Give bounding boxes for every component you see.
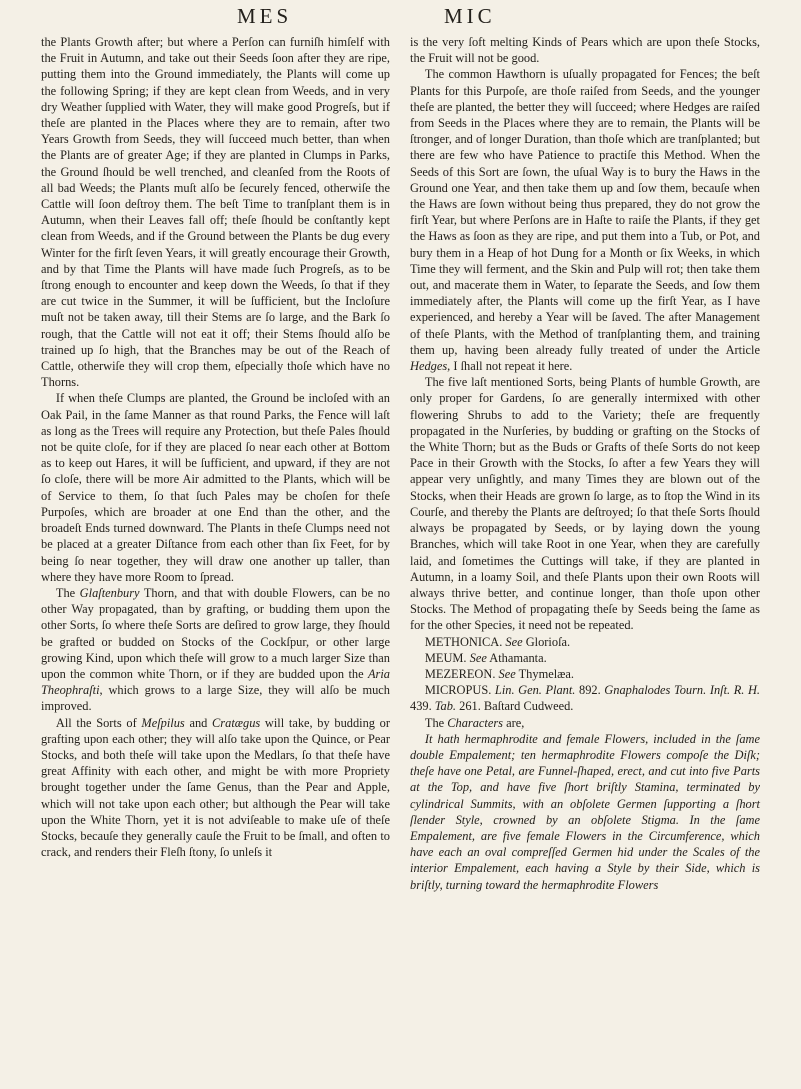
italic-text: Lin. Gen. Plant. (494, 683, 576, 698)
text-run: and (184, 715, 213, 730)
text-run: Athamanta. (486, 650, 547, 665)
running-head (0, 4, 801, 32)
right-column (410, 34, 760, 893)
italic-text: Aria Theophraſti (41, 666, 390, 698)
text-run: The (55, 585, 80, 600)
italic-text: Tab. (434, 699, 457, 714)
text-run: The (424, 715, 448, 730)
running-head-right: MIC (444, 4, 496, 28)
italic-text: See (505, 634, 523, 649)
paragraph (410, 682, 760, 714)
italic-text: Gnaphalodes Tourn. Inſt. R. H. (604, 683, 761, 698)
italic-text: Glaſtenbury (79, 585, 140, 600)
left-column (41, 34, 390, 860)
text-run: 439. (410, 699, 435, 714)
paragraph (410, 634, 760, 650)
text-run: 892. (575, 683, 605, 698)
paragraph (41, 390, 390, 584)
text-run: If when theſe Clumps are planted, the Ground be incloſed with an Oak Pail, in the ſame Manner as that round Parks, the Fence will laſt as long as the Trees will require any Protection, but theſe Pales ſhould not be quite cloſe, for if they are placed ſo near each other at Bottom as to keep out Hares, it will be ſufficient, and upward, if they are not ſo cloſe, there will be more Air admitted to the Plants, which will be of Service to them, ſo that ſuch Pales may be choſen for theſe Purpoſes, which are broader at one End than the other, and the broadeſt Ends turned downward. The Plants in theſe Clumps need not be placed at a greater Diſtance from each other than ſix Feet, for by being ſo near together, they will draw one another up taller, than where they have more Room to ſpread. (41, 391, 390, 584)
paragraph (41, 585, 390, 715)
text-run: 261. Baſtard Cudweed. (456, 699, 574, 714)
paragraph (41, 34, 390, 390)
text-run: MICROPUS. (424, 683, 495, 698)
paragraph (410, 666, 760, 682)
text-run: Thymelæa. (515, 666, 575, 681)
text-run: Glorioſa. (522, 634, 571, 649)
text-run: METHONICA. (424, 634, 506, 649)
italic-text: It hath hermaphrodite and female Flowers, included in the ſame double Empalement; ten hermaphrodite Flowers compoſe the Diſk; theſe have one Petal, are Funnel-ſhaped, erect, and cut into five Parts at the Top, and have five ſhort briſtly Stamina, terminated by cylindrical Summits, with an obſolete Germen ſupporting a ſhort ſlender Style, crowned by an obſolete Stigma. In the ſame Empalement, are five female Flowers in the Circumference, which have each an oval compreſſed Germen hid under the Scales of the interior Empalement, each having a Style by their Side, which is briſtly, turning toward the hermaphrodite Flowers (410, 731, 760, 892)
italic-text: Hedges (410, 359, 448, 374)
text-run: Thorn, and that with double Flowers, can be no other Way propagated, than by grafting, or budding them upon the other Sorts, ſo where theſe Sorts are deſired to grow large, they ſhould be grafted or budded on Stocks of the Cockſpur, or other large growing Kind, upon which theſe will grow to a much larger Size than upon the common white Thorn, or if they are budded upon the (41, 585, 390, 681)
paragraph (410, 374, 760, 633)
paragraph (410, 34, 760, 66)
italic-text: Meſpilus (141, 715, 185, 730)
text-run: All the Sorts of (55, 715, 142, 730)
text-run: The common Hawthorn is uſually propagated for Fences; the beſt Plants for this Purpoſe, are thoſe raiſed from Seeds, and the younger theſe are planted, the better they will ſucceed; where Hedges are raiſed from Seeds in the Places where they are to remain, the Plants will be ſtronger, and of longer Duration, than thoſe which are tranſplanted; but there are few who have Patience to practiſe this Method. When the Seeds of this Sort are ſown, the uſual Way is to bury the Haws in the Ground one Year, and then take them up and ſow them, becauſe when the Haws are ſown without being thus prepared, they do not grow the firſt Year, but where Perſons are in Haſte to raiſe the Plants, if they get the Haws as ſoon as they are ripe, and put them into a Tub, or Pot, and bury them in a Heap of hot Dung for a Month or ſix Weeks, in which Time they will ferment, and the Skin and Pulp will rot; then take them out, and macerate them in Water, to ſeparate the Seeds, and ſow them immediately after, the Plants will come up the firſt Year, as I have experienced, and hereby a Year will be ſaved. The after Management of theſe Plants, with the Method of tranſplanting them, and training them up, having been already fully treated of under the Article (410, 67, 760, 357)
text-run: MEUM. (424, 650, 470, 665)
text-run: is the very ſoft melting Kinds of Pears which are upon theſe Stocks, the Fruit will not be good. (410, 35, 760, 66)
text-run: are, (503, 715, 525, 730)
paragraph (410, 731, 760, 893)
text-run: The five laſt mentioned Sorts, being Plants of humble Growth, are only proper for Gardens, ſo are generally intermixed with other flowering Shrubs to add to the Variety; theſe are frequently propagated in the Nurſeries, by budding or grafting on the Stocks of the White Thorn; but as the Buds or Grafts of theſe Sorts do not keep Pace in their Growth with the Stocks, ſo after a few Years they will appear very unſightly, and many Times they are blown out of the Stocks, when their Heads are grown ſo large, as to ſtop the Wind in its Courſe, and thereby the Plants are deſtroyed; ſo that theſe Sorts ſhould always be propagated by Seeds, or by laying down the young Branches, which will take Root in one Year, when they are carefully laid, and ſometimes the Cuttings will take, if they are planted in Autumn, in a loamy Soil, and theſe Plants upon their own Roots will always thrive better, and continue longer, than thoſe upon other Stocks. The Method of propagating theſe by Seeds being the ſame as for the other Species, it need not be repeated. (410, 375, 760, 633)
paragraph (410, 650, 760, 666)
italic-text: Cratægus (212, 715, 261, 730)
italic-text: Characters (447, 715, 504, 730)
text-run: MEZEREON. (424, 666, 499, 681)
italic-text: See (498, 666, 516, 681)
text-run: the Plants Growth after; but where a Perſon can furniſh himſelf with the Fruit in Autumn, and take out their Seeds ſoon after they are ripe, putting them into the Ground immediately, the Plants will come up the following Spring; if they are kept clean from Weeds, and in very dry Weather ſupplied with Water, they will make good Progreſs, but if theſe are planted in the Places where they are to remain, after two Years Growth from Seeds, they will ſucceed much better, than when the Plants are of greater Age; if they are planted in Clumps in Parks, the Ground ſhould be well trenched, and cleanſed from the Roots of all bad Weeds; the Plants muſt alſo be ſecurely fenced, otherwiſe the Cattle will ſoon deſtroy them. The beſt Time to tranſplant them is in Autumn, when their Leaves fall off; theſe ſhould be conſtantly kept clean from Weeds, and if the Ground between the Plants be dug every Winter for the firſt ſeven Years, it will greatly encourage their Growth, and by that Time the Plants will have made ſuch Progreſs, as to be ſtrong enough to encounter and keep down the Weeds, ſo that if they are cut twice in the Summer, it will be ſufficient, but the Incloſure muſt not be taken away, till their Stems are ſo large, and the Bark ſo rough, that the Cattle will not eat it off; their Stems ſhould alſo be trained up ſo high, that the Branches may be out of the Reach of Cattle, otherwiſe they will crop them, eſpecially thoſe which have no Thorns. (41, 35, 390, 390)
text-run: , I ſhall not repeat it here. (447, 359, 573, 374)
paragraph (410, 715, 760, 731)
text-run: will take, by budding or grafting upon each other; they will alſo take upon the Quince, or Pear Stocks, and both theſe will take upon the Medlars, ſo that theſe have great Affinity with each other, and might be with more Propriety brought together under the ſame Genus, than the Pear and Apple, which will not take upon each other; but although the Pear will take upon the White Thorn, yet it is not adviſeable to make uſe of theſe Stocks, becauſe they generally cauſe the Fruit to be ſmall, and often to crack, and renders their Fleſh ſtony, ſo unleſs it (41, 715, 390, 860)
italic-text: See (469, 650, 487, 665)
running-head-left: MES (237, 4, 293, 28)
text-run: , which grows to a large Size, they will alſo be much improved. (41, 683, 390, 714)
paragraph (41, 715, 390, 861)
paragraph (410, 66, 760, 374)
